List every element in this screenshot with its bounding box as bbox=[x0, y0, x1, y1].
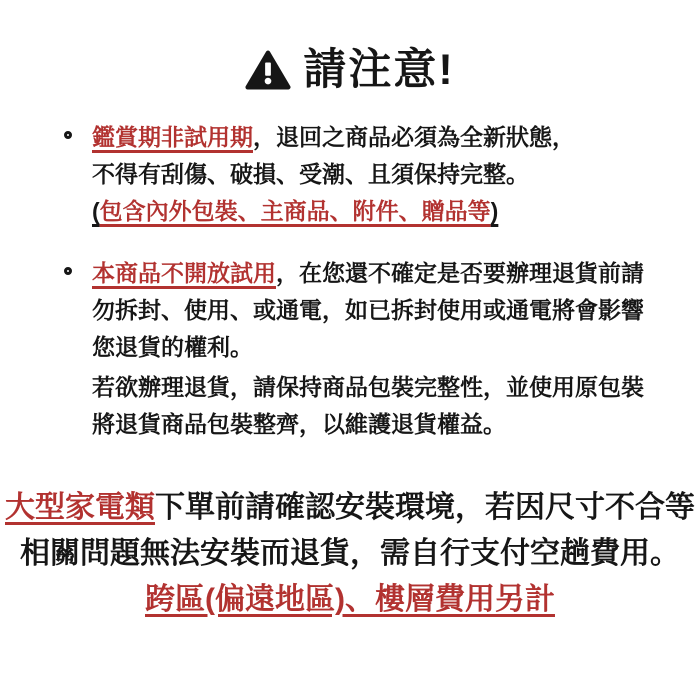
notice-line: 您退貨的權利。 bbox=[92, 334, 253, 360]
warning-line: 相關問題無法安裝而退貨，需自行支付空趟費用。 bbox=[20, 537, 680, 570]
return-packaging-note bbox=[92, 369, 664, 443]
appliance-warning bbox=[0, 485, 700, 623]
warning-line bbox=[0, 485, 700, 531]
bullet-icon bbox=[64, 267, 72, 275]
notice-line: 勿拆封、使用、或通電，如已拆封使用或通電將會影響 bbox=[92, 297, 644, 323]
highlight-text: 大型家電類 bbox=[5, 491, 155, 524]
notice-line: 若欲辦理退貨，請保持商品包裝完整性，並使用原包裝 bbox=[92, 374, 644, 400]
notice-list bbox=[0, 119, 700, 443]
list-item-inspection-period bbox=[92, 119, 664, 230]
plain-text: ，在您還不確定是否要辦理退貨前請 bbox=[276, 260, 644, 286]
notice-line bbox=[92, 193, 664, 230]
page-title: 請注意! bbox=[303, 46, 455, 94]
highlight-text: 本商品不開放試用 bbox=[92, 260, 276, 286]
bullet-icon bbox=[64, 131, 72, 139]
notice-line bbox=[92, 119, 664, 156]
plain-text: 下單前請確認安裝環境，若因尺寸不合等 bbox=[155, 491, 695, 524]
list-item-no-trial bbox=[92, 255, 664, 443]
plain-text: ，退回之商品必須為全新狀態， bbox=[253, 124, 575, 150]
paren-close: ) bbox=[490, 198, 499, 224]
warning-triangle-icon bbox=[245, 49, 291, 91]
extra-fee-note: 跨區(偏遠地區)、樓層費用另計 bbox=[145, 583, 555, 616]
notice-line: 將退貨商品包裝整齊，以維護退貨權益。 bbox=[92, 411, 506, 437]
paren-open: ( bbox=[92, 198, 100, 224]
highlight-text: 包含內外包裝、主商品、附件、贈品等 bbox=[99, 198, 491, 224]
highlight-text: 鑑賞期非試用期 bbox=[92, 124, 253, 150]
notice-line: 不得有刮傷、破損、受潮、且須保持完整。 bbox=[92, 161, 529, 187]
notice-header bbox=[0, 0, 700, 94]
notice-line bbox=[92, 255, 664, 292]
